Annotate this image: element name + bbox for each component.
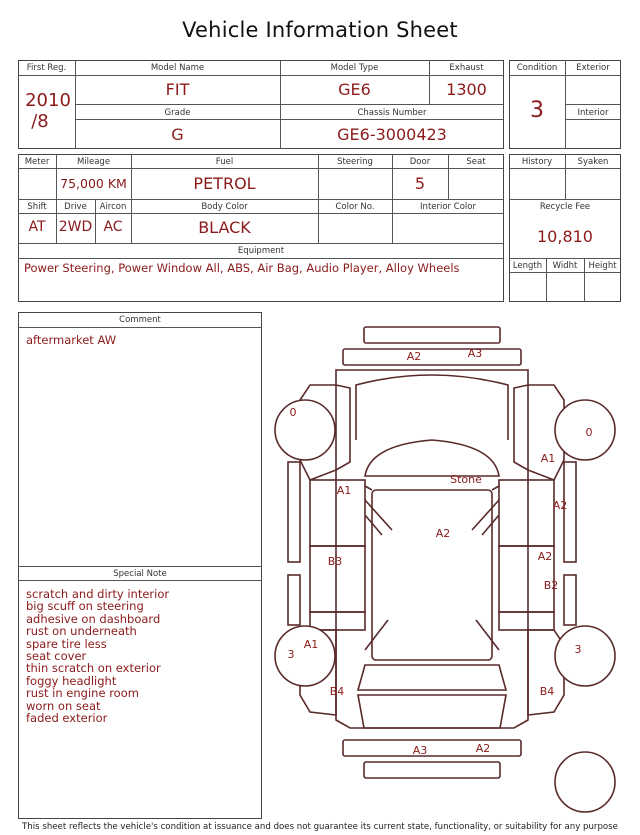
mark-fender-right: A1 (540, 452, 556, 465)
shift-value: AT (28, 219, 46, 235)
special-note-item: seat cover (26, 649, 87, 664)
special-note-label: Special Note (113, 569, 167, 579)
history-label: History (521, 157, 553, 167)
aircon-value: AC (103, 219, 123, 235)
chassis-label: Chassis Number (357, 108, 427, 118)
mileage-value: 75,000 KM (60, 176, 127, 191)
drive-label: Drive (64, 202, 87, 212)
width-label: Widht (552, 261, 578, 271)
special-note-item: adhesive on dashboard (26, 611, 161, 626)
special-note-item: worn on seat (26, 698, 101, 713)
special-note-item: rust in engine room (26, 686, 139, 701)
chassis-value: GE6-3000423 (337, 125, 447, 144)
mark-rear-left: A3 (412, 744, 428, 757)
comment-label: Comment (119, 315, 161, 325)
body-color-value: BLACK (198, 218, 251, 237)
mark-wheel-rr: 3 (574, 643, 582, 656)
mark-roof: A2 (435, 527, 451, 540)
aircon-label: Aircon (99, 202, 127, 212)
interior-label: Interior (577, 108, 609, 118)
model-name-value: FIT (165, 80, 190, 99)
special-note-item: spare tire less (26, 636, 107, 651)
steering-label: Steering (337, 157, 373, 167)
recycle-fee-label: Recycle Fee (539, 202, 591, 212)
meter-label: Meter (24, 157, 50, 167)
mark-door-rr-upper: A2 (537, 550, 553, 563)
exhaust-label: Exhaust (449, 63, 484, 73)
first-reg-year: 2010 (25, 90, 71, 111)
recycle-fee-value: 10,810 (537, 227, 593, 246)
model-type-label: Model Type (330, 63, 379, 73)
car-outline (288, 327, 576, 778)
color-no-label: Color No. (335, 202, 375, 212)
condition-value: 3 (530, 98, 544, 123)
special-note-item: rust on underneath (26, 624, 137, 639)
interior-color-label: Interior Color (420, 202, 476, 212)
mark-door-rr: B2 (543, 579, 559, 592)
mark-quarter-right: B4 (539, 685, 555, 698)
drive-value: 2WD (58, 219, 93, 235)
first-reg-month: /8 (31, 111, 49, 132)
special-note-item: thin scratch on exterior (26, 661, 161, 676)
special-note-item: scratch and dirty interior (26, 587, 170, 601)
mark-rear-right: A2 (475, 742, 491, 755)
model-type-value: GE6 (338, 80, 371, 99)
equipment-value: Power Steering, Power Window All, ABS, Air Bag, Audio Player, Alloy Wheels (24, 261, 460, 275)
door-label: Door (409, 157, 431, 167)
door-value: 5 (414, 174, 426, 193)
exterior-label: Exterior (576, 63, 610, 73)
equipment-label: Equipment (237, 246, 285, 256)
fuel-label: Fuel (215, 157, 234, 167)
grade-value: G (171, 125, 184, 144)
mileage-label: Mileage (76, 157, 111, 167)
car-damage-diagram (270, 318, 640, 822)
height-label: Height (588, 261, 617, 271)
first-reg-label: First Reg. (26, 63, 67, 73)
mark-wheel-rl: 3 (287, 648, 295, 661)
mark-wheel-fl: 0 (289, 406, 297, 419)
wheel-rear-left (275, 626, 335, 686)
mark-wheel-fr: 0 (585, 426, 593, 439)
model-name-label: Model Name (150, 63, 205, 73)
grade-label: Grade (164, 108, 191, 118)
syaken-label: Syaken (577, 157, 609, 167)
wheel-rear-right (555, 626, 615, 686)
mark-front-left: A2 (406, 350, 422, 363)
disclaimer-footer: This sheet reflects the vehicle's condition at issuance and does not guarantee its current state, functionality, or suitability for any purpose (22, 822, 618, 832)
spare-wheel (555, 752, 615, 812)
body-color-label: Body Color (201, 202, 248, 212)
condition-label: Condition (516, 63, 558, 73)
mark-door-fl: A1 (336, 484, 352, 497)
special-note-list (26, 588, 169, 724)
seat-label: Seat (466, 157, 486, 167)
fuel-value: PETROL (193, 174, 256, 193)
exhaust-value: 1300 (446, 80, 487, 99)
mark-wheel-rl-area: A1 (303, 638, 319, 651)
mark-door-fr: A2 (552, 499, 568, 512)
special-note-item: faded exterior (26, 711, 108, 726)
mark-quarter-left: B4 (329, 685, 345, 698)
page-title: Vehicle Information Sheet (182, 18, 458, 42)
mark-front-right: A3 (467, 347, 483, 360)
wheel-front-left (275, 400, 335, 460)
comment-text: aftermarket AW (26, 333, 117, 347)
mark-door-rl: B3 (327, 555, 343, 568)
special-note-item: foggy headlight (26, 673, 117, 688)
mark-windshield: Stone (450, 473, 482, 486)
shift-label: Shift (27, 202, 47, 212)
special-note-item: big scuff on steering (26, 599, 144, 614)
length-label: Length (512, 261, 543, 271)
